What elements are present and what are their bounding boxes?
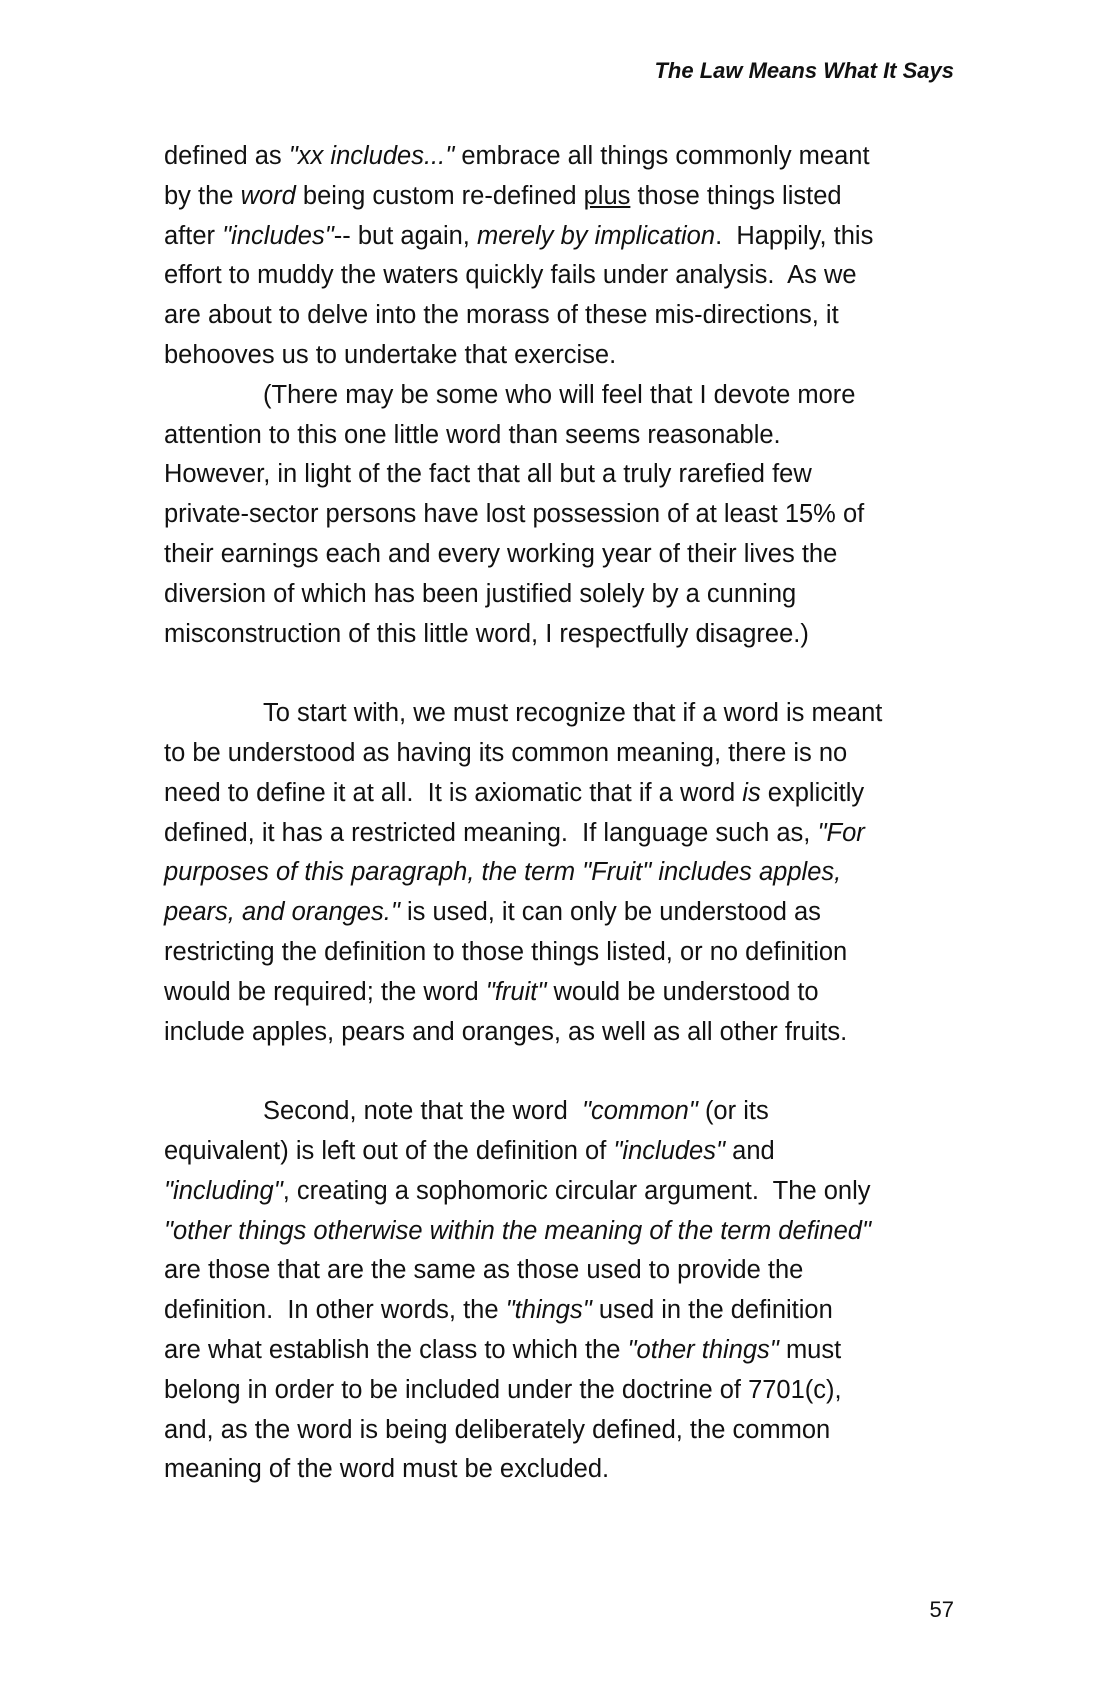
text-line (164, 1092, 964, 1132)
text-run: . Happily, this (715, 221, 874, 250)
text-line (164, 1411, 964, 1451)
text-run: restricting the definition to those things listed, or no definition (164, 937, 848, 966)
text-run: (or its (697, 1097, 769, 1126)
text-run: are what establish the class to which the (164, 1335, 628, 1364)
text-run: their earnings each and every working year of their lives the (164, 539, 838, 568)
blank-line (164, 1052, 964, 1092)
text-line (164, 734, 964, 774)
text-line (164, 814, 964, 854)
text-line (164, 1331, 964, 1371)
text-line (164, 893, 964, 933)
text-run: would be required; the word (164, 977, 486, 1006)
text-run: behooves us to undertake that exercise. (164, 340, 617, 369)
italic-text: pears, and oranges." (164, 898, 400, 927)
text-line (164, 177, 964, 217)
text-line (164, 973, 964, 1013)
text-line (164, 535, 964, 575)
italic-text: "including" (164, 1176, 283, 1205)
text-run: , creating a sophomoric circular argument. The only (282, 1176, 871, 1205)
italic-text: "includes" (613, 1136, 726, 1165)
page-body-text (164, 137, 964, 1490)
text-run: diversion of which has been justified solely by a cunning (164, 579, 797, 608)
text-run: meaning of the word must be excluded. (164, 1455, 610, 1484)
text-run: belong in order to be included under the doctrine of 7701(c), (164, 1375, 842, 1404)
italic-text: purposes of this paragraph, the term "Fruit" includes apples, (164, 858, 842, 887)
text-line (164, 495, 964, 535)
text-line (164, 1132, 964, 1172)
text-run: explicitly (760, 778, 865, 807)
text-run: definition. In other words, the (164, 1296, 506, 1325)
text-run: to be understood as having its common meaning, there is no (164, 738, 848, 767)
underlined-text: plus (583, 181, 631, 210)
text-run: need to define it at all. It is axiomatic that if a word (164, 778, 743, 807)
italic-text: is (742, 778, 761, 807)
text-run: (There may be some who will feel that I devote more (263, 380, 856, 409)
text-run: attention to this one little word than seems reasonable. (164, 420, 781, 449)
text-line (164, 1172, 964, 1212)
text-line (164, 853, 964, 893)
text-run: Second, note that the word (263, 1097, 582, 1126)
text-line (164, 615, 964, 655)
text-line (164, 1212, 964, 1252)
text-line (164, 1450, 964, 1490)
text-line (164, 376, 964, 416)
text-run: embrace all things commonly meant (454, 142, 870, 170)
text-run: defined as (164, 142, 289, 170)
text-line (164, 1371, 964, 1411)
italic-text: "For (817, 818, 865, 847)
text-line (164, 336, 964, 376)
text-line (164, 774, 964, 814)
italic-text: "other things otherwise within the meaning of the term defined" (164, 1216, 872, 1245)
running-header: The Law Means What It Says (654, 58, 954, 83)
text-line (164, 694, 964, 734)
text-line (164, 416, 964, 456)
text-run: must (778, 1335, 842, 1364)
text-line (164, 455, 964, 495)
blank-line (164, 654, 964, 694)
text-run: include apples, pears and oranges, as well as all other fruits. (164, 1017, 848, 1046)
text-run: However, in light of the fact that all but a truly rarefied few (164, 460, 812, 489)
text-line (164, 137, 964, 177)
italic-text: word (240, 181, 296, 210)
text-run: equivalent) is left out of the definition of (164, 1136, 614, 1165)
text-line (164, 256, 964, 296)
page-number: 57 (929, 1597, 954, 1622)
text-run: by the (164, 181, 241, 210)
text-run: used in the definition (591, 1296, 833, 1325)
text-run: and (725, 1136, 775, 1165)
text-line (164, 296, 964, 336)
text-run: private-sector persons have lost possession of at least 15% of (164, 500, 865, 529)
italic-text: "fruit" (485, 977, 547, 1006)
text-line (164, 575, 964, 615)
text-run: being custom re-defined (295, 181, 584, 210)
text-run: -- but again, (333, 221, 477, 250)
text-run: is used, it can only be understood as (399, 898, 821, 927)
text-run: are those that are the same as those used to provide the (164, 1256, 804, 1285)
text-line (164, 217, 964, 257)
text-run: are about to delve into the morass of these mis-directions, it (164, 301, 839, 330)
text-line (164, 1291, 964, 1331)
italic-text: "things" (505, 1296, 592, 1325)
text-run: would be understood to (546, 977, 819, 1006)
italic-text: "common" (581, 1097, 698, 1126)
text-line (164, 933, 964, 973)
text-line (164, 1013, 964, 1053)
text-run: those things listed (630, 181, 842, 210)
text-run: and, as the word is being deliberately defined, the common (164, 1415, 831, 1444)
text-line (164, 1251, 964, 1291)
text-run: effort to muddy the waters quickly fails under analysis. As we (164, 261, 857, 290)
text-run: misconstruction of this little word, I respectfully disagree.) (164, 619, 809, 648)
text-run: To start with, we must recognize that if a word is meant (263, 699, 883, 728)
italic-text: "xx includes..." (288, 142, 455, 170)
italic-text: merely by implication (476, 221, 716, 250)
italic-text: "includes" (222, 221, 334, 250)
italic-text: "other things" (627, 1335, 779, 1364)
text-run: defined, it has a restricted meaning. If language such as, (164, 818, 818, 847)
text-run: after (164, 221, 223, 250)
